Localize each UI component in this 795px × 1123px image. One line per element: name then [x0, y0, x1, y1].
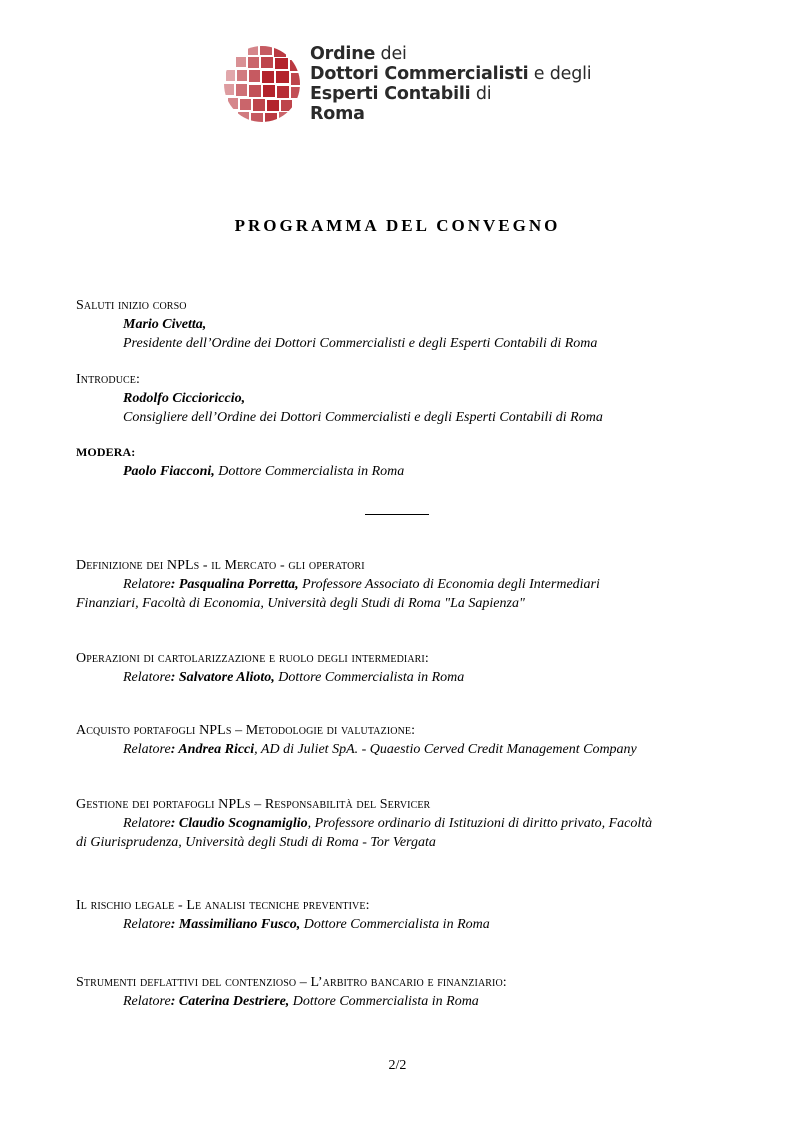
speaker-prefix: Relatore	[123, 816, 171, 831]
talk-item	[76, 795, 736, 852]
talk-heading: Gestione dei portafogli NPLs – Responsabilità del Servicer	[76, 797, 431, 812]
speaker-prefix: Relatore	[123, 742, 171, 757]
speaker-role: Consigliere dell’Ordine dei Dottori Commercialisti e degli Esperti Contabili di Roma	[123, 410, 603, 425]
speaker-role: Dottore Commercialista in Roma	[214, 464, 405, 479]
talk-item	[76, 649, 736, 687]
section-saluti	[76, 296, 736, 353]
header-logo	[222, 44, 592, 126]
speaker-role: Dottore Commercialista in Roma	[300, 917, 490, 932]
talk-heading: Definizione dei NPLs - il Mercato - gli operatori	[76, 558, 365, 573]
logo-word: di	[475, 84, 492, 104]
speaker-name: : Caterina Destriere,	[170, 994, 290, 1009]
talk-item	[76, 973, 736, 1011]
talk-heading: Operazioni di cartolarizzazione e ruolo degli intermediari:	[76, 651, 429, 666]
talk-heading: Strumenti deflattivi del contenzioso – L’arbitro bancario e finanziario:	[76, 975, 507, 990]
speaker-role: Professore Associato di Economia degli Intermediari	[298, 577, 600, 592]
logo-word: Esperti Contabili	[310, 84, 471, 104]
logo-word: Ordine	[310, 44, 376, 64]
speaker-prefix: Relatore	[123, 917, 171, 932]
section-modera	[76, 443, 736, 481]
speaker-name: Rodolfo Ciccioriccio,	[123, 391, 246, 406]
section-introduce	[76, 370, 736, 427]
section-heading: MODERA:	[76, 445, 136, 459]
section-heading: Introduce:	[76, 372, 140, 387]
section-heading: Saluti inizio corso	[76, 298, 187, 313]
logo-word: dei	[380, 44, 407, 64]
speaker-role-cont: Finanziari, Facoltà di Economia, Università degli Studi di Roma "La Sapienza"	[76, 596, 525, 611]
logo-word: Dottori Commercialisti	[310, 64, 529, 84]
speaker-role-cont: di Giurisprudenza, Università degli Studi di Roma - Tor Vergata	[76, 835, 436, 850]
talk-heading: Il rischio legale - Le analisi tecniche preventive:	[76, 898, 370, 913]
logo-wordmark	[310, 44, 591, 124]
talk-item	[76, 556, 736, 613]
document-title: PROGRAMMA DEL CONVEGNO	[234, 216, 561, 235]
speaker-role: Presidente dell’Ordine dei Dottori Commercialisti e degli Esperti Contabili di Roma	[123, 336, 598, 351]
talk-item	[76, 721, 736, 759]
speaker-prefix: Relatore	[123, 994, 171, 1009]
speaker-name: : Salvatore Alioto,	[170, 670, 275, 685]
speaker-name: Mario Civetta,	[123, 317, 207, 332]
page-number: 2/2	[388, 1058, 407, 1073]
speaker-name: : Andrea Ricci	[170, 742, 255, 757]
speaker-name: : Pasqualina Porretta,	[170, 577, 299, 592]
speaker-name: : Massimiliano Fusco,	[170, 917, 301, 932]
speaker-prefix: Relatore	[123, 577, 171, 592]
logo-word: Roma	[310, 104, 365, 124]
talk-heading: Acquisto portafogli NPLs – Metodologie di valutazione:	[76, 723, 416, 738]
divider	[365, 514, 429, 515]
logo-word: e degli	[533, 64, 592, 84]
speaker-name: : Claudio Scognamiglio	[170, 816, 308, 831]
speaker-role: , Professore ordinario di Istituzioni di diritto privato, Facoltà	[307, 816, 653, 831]
speaker-prefix: Relatore	[123, 670, 171, 685]
speaker-role: Dottore Commercialista in Roma	[289, 994, 479, 1009]
speaker-role: Dottore Commercialista in Roma	[274, 670, 465, 685]
globe-logo-icon	[222, 44, 302, 124]
speaker-role: , AD di Juliet SpA. - Quaestio Cerved Credit Management Company	[254, 742, 637, 757]
talk-item	[76, 896, 736, 934]
speaker-name: Paolo Fiacconi,	[123, 464, 215, 479]
